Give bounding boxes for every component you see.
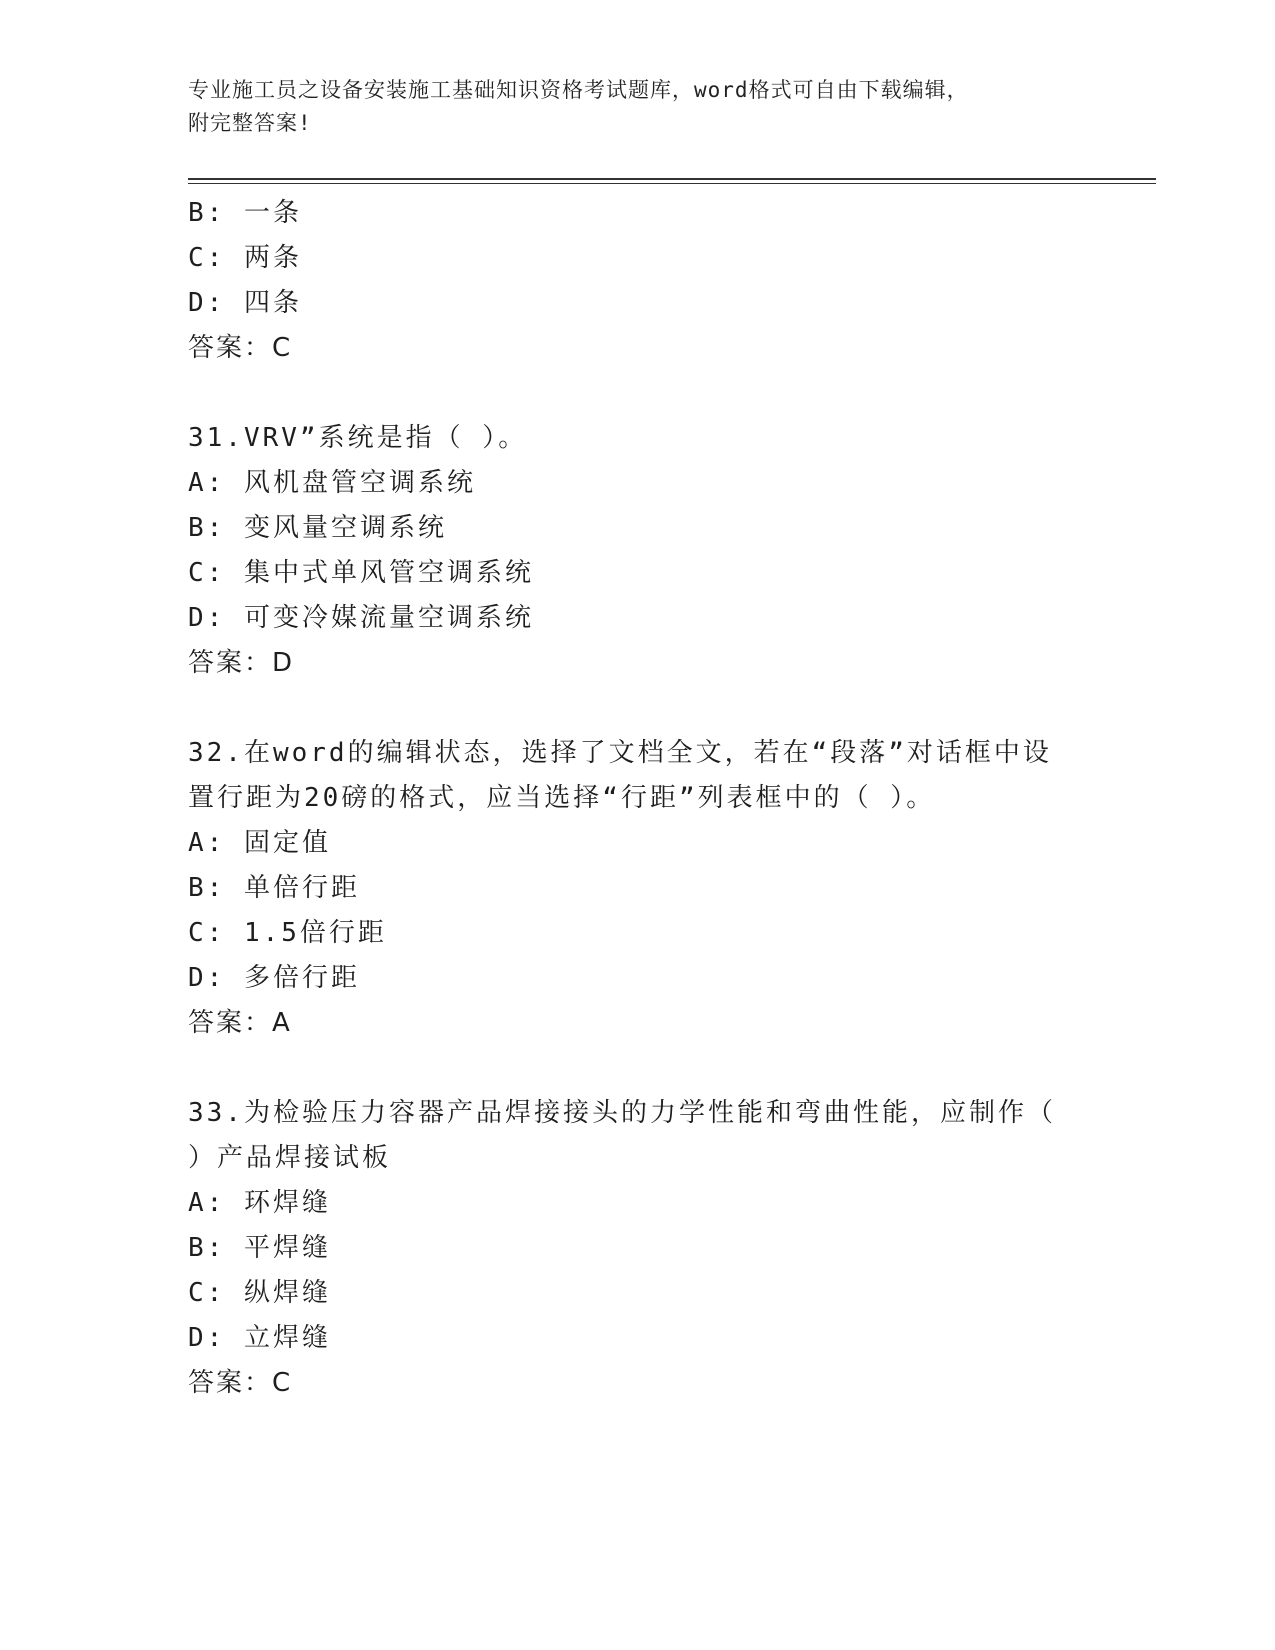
option-d: D: 可变冷媒流量空调系统 [188, 603, 534, 633]
option-d: D: 四条 [188, 288, 302, 318]
option-c: C: 1.5倍行距 [188, 918, 387, 948]
header-divider [188, 178, 1156, 180]
option-c: C: 集中式单风管空调系统 [188, 558, 534, 588]
option-b: B: 变风量空调系统 [188, 513, 447, 543]
option-b: B: 一条 [188, 198, 302, 228]
answer-line: 答案：D [188, 648, 295, 678]
answer-line: 答案：A [188, 1008, 292, 1038]
question-stem: 32.在word的编辑状态，选择了文档全文，若在“段落”对话框中设 [188, 738, 1052, 768]
header-divider-thin [188, 183, 1156, 184]
option-c: C: 纵焊缝 [188, 1278, 331, 1308]
header-title-line-2: 附完整答案! [188, 111, 312, 135]
answer-line: 答案：C [188, 333, 293, 363]
question-stem: 31.VRV”系统是指（ ）。 [188, 423, 528, 453]
option-d: D: 多倍行距 [188, 963, 360, 993]
option-b: B: 单倍行距 [188, 873, 360, 903]
document-header [188, 74, 1088, 140]
header-title-line-1: 专业施工员之设备安装施工基础知识资格考试题库，word格式可自由下载编辑， [188, 78, 969, 102]
option-a: A: 环焊缝 [188, 1188, 331, 1218]
option-a: A: 风机盘管空调系统 [188, 468, 476, 498]
option-a: A: 固定值 [188, 828, 331, 858]
option-d: D: 立焊缝 [188, 1323, 331, 1353]
answer-line: 答案：C [188, 1368, 293, 1398]
option-b: B: 平焊缝 [188, 1233, 331, 1263]
question-stem: 33.为检验压力容器产品焊接接头的力学性能和弯曲性能，应制作（ [188, 1098, 1056, 1128]
option-c: C: 两条 [188, 243, 302, 273]
question-stem-continued: ）产品焊接试板 [188, 1143, 392, 1173]
question-stem-continued: 置行距为20磅的格式，应当选择“行距”列表框中的（ ）。 [188, 783, 936, 813]
